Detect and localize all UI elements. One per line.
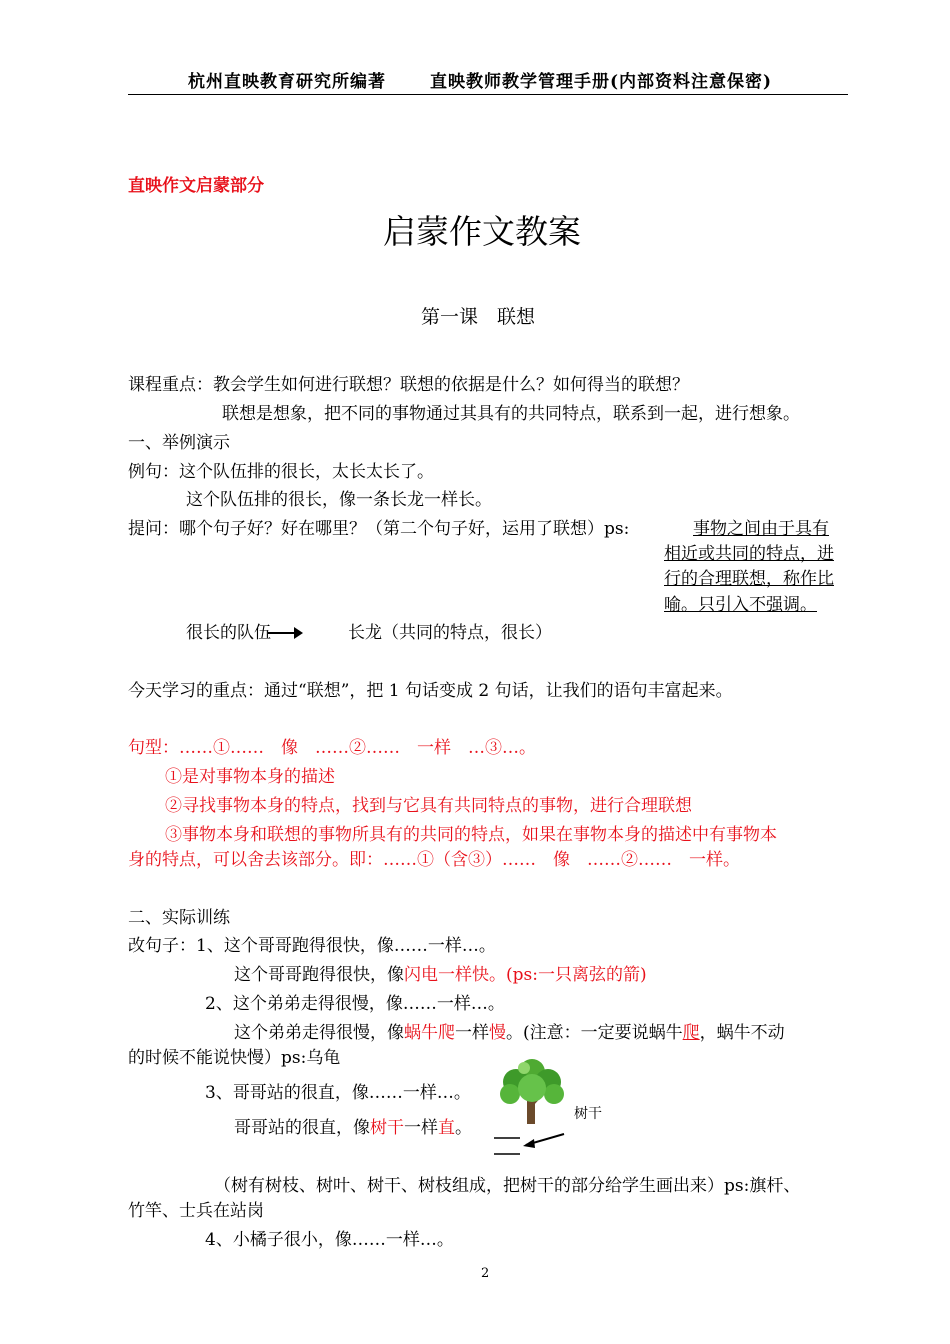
pattern-point-3b: 身的特点，可以舍去该部分。即：……①（含③）…… 像 ……②…… 一样。 <box>128 850 740 870</box>
answer-2-highlight-c: 爬 <box>682 1023 700 1043</box>
trunk-drawing-arrow-icon <box>490 1128 566 1158</box>
answer-1 <box>234 964 647 986</box>
header-rule <box>128 94 848 95</box>
note-line-2: 相近或共同的特点，进 <box>664 544 834 564</box>
answer-2-line-2: 的时候不能说快慢）ps:乌龟 <box>128 1048 341 1068</box>
exercise-2: 2、这个弟弟走得很慢，像……一样…。 <box>205 994 505 1014</box>
exercise-3: 3、哥哥站的很直，像……一样…。 <box>205 1083 471 1103</box>
course-focus: 课程重点：教会学生如何进行联想？联想的依据是什么？如何得当的联想？ <box>128 375 689 395</box>
tree-icon <box>496 1058 568 1126</box>
example-2: 这个队伍排的很长，像一条长龙一样长。 <box>186 490 492 510</box>
note-line-4: 喻。只引入不强调。 <box>664 595 817 615</box>
arrow-right-text: 长龙（共同的特点，很长） <box>348 623 552 643</box>
exercise-1: 改句子：1、这个哥哥跑得很快，像……一样…。 <box>128 936 496 956</box>
note-line-3: 行的合理联想，称作比 <box>664 569 834 589</box>
answer-3 <box>234 1117 472 1139</box>
header-right: 直映教师教学管理手册(内部资料注意保密) <box>430 72 773 92</box>
page-title: 启蒙作文教案 <box>383 212 581 251</box>
today-focus: 今天学习的重点：通过“联想”，把 1 句话变成 2 句话，让我们的语句丰富起来。 <box>128 681 733 701</box>
answer-2 <box>234 1022 785 1044</box>
lesson-title: 第一课 联想 <box>421 306 536 328</box>
question: 提问：哪个句子好？好在哪里？（第二个句子好，运用了联想）ps: <box>128 519 630 539</box>
answer-2-text-c: 。(注意：一定要说蜗牛 <box>506 1023 683 1043</box>
answer-2-highlight-b: 慢 <box>489 1023 506 1043</box>
example-1: 例句：这个队伍排的很长，太长太长了。 <box>128 462 434 482</box>
pattern-point-2: ②寻找事物本身的特点，找到与它具有共同特点的事物，进行合理联想 <box>165 796 692 816</box>
exercise-3-note-2: 竹竿、士兵在站岗 <box>128 1201 264 1221</box>
answer-3-text-a: 哥哥站的很直，像 <box>234 1118 370 1138</box>
answer-3-highlight-a: 树干 <box>370 1118 404 1138</box>
exercise-3-note-1: （树有树枝、树叶、树干、树枝组成，把树干的部分给学生画出来）ps:旗杆、 <box>214 1176 801 1196</box>
sentence-pattern: 句型：……①…… 像 ……②…… 一样 …③…。 <box>128 738 536 758</box>
answer-2-text-d: ，蜗牛不动 <box>699 1023 785 1043</box>
answer-1-highlight: 闪电一样快。(ps:一只离弦的箭) <box>404 965 647 985</box>
note-line-1: 事物之间由于具有 <box>693 519 829 539</box>
page-number: 2 <box>481 1266 490 1281</box>
pattern-point-3a: ③事物本身和联想的事物所具有的共同的特点，如果在事物本身的描述中有事物本 <box>165 825 777 845</box>
answer-1-text: 这个哥哥跑得很快，像 <box>234 965 404 985</box>
part1-heading: 一、举例演示 <box>128 433 230 453</box>
exercise-4: 4、小橘子很小，像……一样…。 <box>205 1230 454 1250</box>
answer-3-text-b: 一样 <box>404 1118 438 1138</box>
header-left: 杭州直映教育研究所编著 <box>188 72 386 92</box>
answer-2-text-b: 一样 <box>455 1023 489 1043</box>
part2-heading: 二、实际训练 <box>128 908 230 928</box>
arrow-left-text: 很长的队伍 <box>186 623 271 643</box>
answer-2-text-a: 这个弟弟走得很慢，像 <box>234 1023 404 1043</box>
right-arrow-icon <box>268 624 304 642</box>
pattern-point-1: ①是对事物本身的描述 <box>165 767 335 787</box>
answer-3-text-c: 。 <box>455 1118 472 1138</box>
tree-label: 树干 <box>574 1106 602 1122</box>
answer-2-highlight-a: 蜗牛爬 <box>404 1023 455 1043</box>
answer-3-highlight-b: 直 <box>438 1118 455 1138</box>
definition: 联想是想象，把不同的事物通过其具有的共同特点，联系到一起，进行想象。 <box>222 404 800 424</box>
section-label: 直映作文启蒙部分 <box>128 176 264 196</box>
